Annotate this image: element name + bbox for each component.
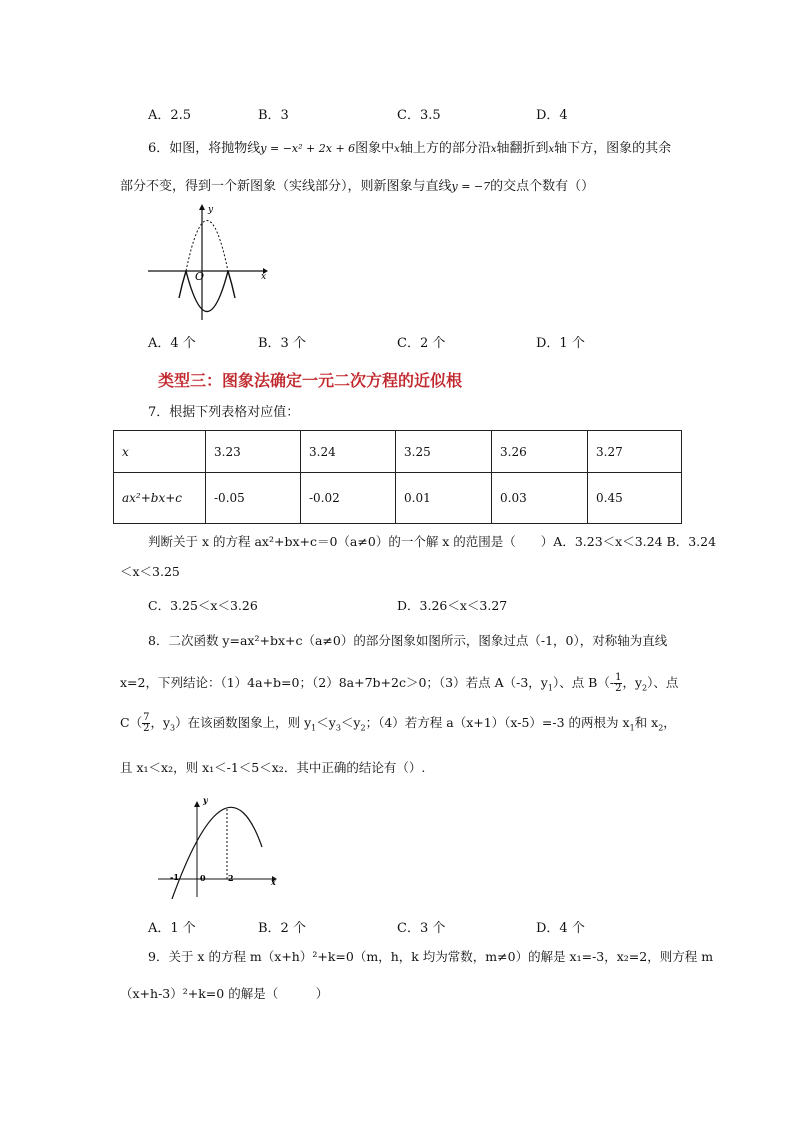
q5-option-d: D．4 bbox=[536, 108, 568, 123]
fraction-numerator: 7 bbox=[143, 712, 150, 723]
q8-text: ）、点 bbox=[647, 675, 679, 690]
q8-tick-two: 2 bbox=[228, 873, 234, 883]
q8-subscript: 1 bbox=[311, 723, 317, 733]
q8-parabola-graph bbox=[150, 793, 285, 903]
section-heading: 类型三：图象法确定一元二次方程的近似根 bbox=[158, 371, 463, 390]
table-cell: 0.01 bbox=[396, 473, 492, 524]
q9-line2: （x+h-3）²+k=0 的解是（ ） bbox=[120, 986, 329, 1001]
q8-option-b: B．2 个 bbox=[258, 921, 306, 936]
q8-text: ，y bbox=[150, 715, 171, 730]
table-cell: 3.27 bbox=[588, 431, 682, 473]
q6-reflected-arc bbox=[186, 271, 228, 312]
q6-text: 轴下方，图象的其余 bbox=[554, 141, 672, 156]
q6-origin-label: O bbox=[195, 270, 205, 283]
q6-option-d: D．1 个 bbox=[536, 336, 585, 351]
q8-tick-neg1: -1 bbox=[170, 872, 179, 882]
table-cell: 3.23 bbox=[206, 431, 301, 473]
q7-text-line1: 判断关于 x 的方程 ax²+bx+c＝0（a≠0）的一个解 x 的范围是（ ）A．3.23＜x＜3.24 B．3.24 bbox=[148, 534, 717, 549]
q6-line-eq: y = −7 bbox=[451, 180, 491, 193]
q6-line2 bbox=[120, 179, 594, 195]
q8-text: x=2，下列结论：（1）4a+b=0；（2）8a+7b+2c＞0；（3）若点 A（-3，y bbox=[120, 675, 548, 690]
table-row bbox=[114, 431, 682, 473]
q6-x-label: x bbox=[261, 272, 267, 282]
q6-parabola-graph bbox=[145, 200, 270, 325]
q8-text: ，y bbox=[622, 675, 643, 690]
q8-line4: 且 x₁＜x₂，则 x₁＜-1＜5＜x₂．其中正确的结论有（）. bbox=[120, 760, 426, 775]
fraction-denominator: 2 bbox=[143, 723, 150, 734]
q6-text: 图象中 bbox=[355, 141, 395, 156]
q6-y-arrow bbox=[199, 204, 205, 210]
q5-option-b: B．3 bbox=[258, 108, 289, 123]
table-cell: 3.25 bbox=[396, 431, 492, 473]
table-cell: 0.45 bbox=[588, 473, 682, 524]
q8-option-c: C．3 个 bbox=[397, 921, 446, 936]
q8-text: ）在该函数图象上，则 y bbox=[175, 715, 312, 730]
q8-text: ， bbox=[663, 715, 676, 730]
table-cell: 3.26 bbox=[492, 431, 588, 473]
q8-text: ）、点 B（- bbox=[552, 675, 615, 690]
q6-right-branch bbox=[228, 271, 235, 298]
q6-text: 的交点个数有（） bbox=[490, 179, 595, 194]
q6-y-label: y bbox=[208, 205, 214, 215]
q8-subscript: 2 bbox=[658, 723, 664, 733]
table-cell: -0.05 bbox=[206, 473, 301, 524]
q6-option-a: A．4 个 bbox=[148, 336, 196, 351]
q5-option-a: A．2.5 bbox=[148, 108, 192, 123]
q6-text: 轴上方的部分沿 bbox=[399, 141, 491, 156]
q8-subscript: 1 bbox=[547, 683, 553, 693]
q7-intro: 7．根据下列表格对应值： bbox=[148, 405, 300, 420]
q8-line2 bbox=[120, 673, 678, 694]
q6-left-branch bbox=[179, 271, 186, 298]
q8-subscript: 1 bbox=[629, 723, 635, 733]
q8-text: ＜y bbox=[316, 715, 336, 730]
q8-line1: 8．二次函数 y=ax²+bx+c（a≠0）的部分图象如图所示，图象过点（-1，0），对称轴为直线 bbox=[148, 633, 668, 648]
table-cell: 0.03 bbox=[492, 473, 588, 524]
q6-dashed-arc bbox=[186, 221, 228, 272]
q6-number: 6．如图，将抛物线 bbox=[148, 141, 261, 156]
q8-y-arrow bbox=[194, 801, 200, 807]
q9-line1: 9．关于 x 的方程 m（x+h）²+k=0（m，h，k 均为常数，m≠0）的解是 x₁=-3，x₂=2，则方程 m bbox=[148, 949, 714, 964]
q6-text: 部分不变，得到一个新图象（实线部分），则新图象与直线 bbox=[120, 179, 452, 194]
q8-subscript: 2 bbox=[642, 683, 648, 693]
q8-text: ；（4）若方程 a（x+1）（x-5）=-3 的两根为 x bbox=[365, 715, 630, 730]
q8-option-a: A．1 个 bbox=[148, 921, 196, 936]
table-cell: ax²+bx+c bbox=[114, 473, 206, 524]
q5-option-c: C．3.5 bbox=[397, 108, 441, 123]
q6-x-var: x bbox=[548, 144, 555, 155]
q7-text-line2: ＜x＜3.25 bbox=[120, 564, 180, 579]
q8-text: ＜y bbox=[340, 715, 361, 730]
q8-text: 和 x bbox=[634, 715, 659, 730]
q7-value-table bbox=[113, 430, 682, 524]
table-row bbox=[114, 473, 682, 524]
q8-tick-zero: 0 bbox=[200, 873, 206, 883]
fraction-numerator: 1 bbox=[615, 672, 622, 683]
q8-option-d: D．4 个 bbox=[536, 921, 585, 936]
q7-option-d: D．3.26＜x＜3.27 bbox=[397, 598, 508, 613]
q8-y-label: y bbox=[203, 795, 208, 805]
table-cell: x bbox=[114, 431, 206, 473]
table-cell: 3.24 bbox=[301, 431, 396, 473]
q6-x-var: x bbox=[490, 144, 497, 155]
q6-line1 bbox=[148, 141, 671, 157]
q6-function: y = −x² + 2x + 6 bbox=[260, 142, 356, 155]
q8-subscript: 2 bbox=[360, 723, 366, 733]
q6-x-var: x bbox=[394, 144, 400, 155]
q8-text: C（ bbox=[120, 715, 143, 730]
q6-option-b: B．3 个 bbox=[258, 336, 306, 351]
q6-text: 轴翻折到 bbox=[496, 141, 549, 156]
q6-option-c: C．2 个 bbox=[397, 336, 446, 351]
q8-parabola-curve bbox=[172, 807, 262, 899]
q7-option-c: C．3.25＜x＜3.26 bbox=[148, 598, 258, 613]
q8-x-label: x bbox=[271, 877, 276, 887]
q8-subscript: 3 bbox=[335, 723, 341, 733]
table-cell: -0.02 bbox=[301, 473, 396, 524]
q8-subscript: 3 bbox=[170, 723, 176, 733]
fraction-denominator: 2 bbox=[615, 683, 622, 694]
q8-line3 bbox=[120, 713, 676, 734]
